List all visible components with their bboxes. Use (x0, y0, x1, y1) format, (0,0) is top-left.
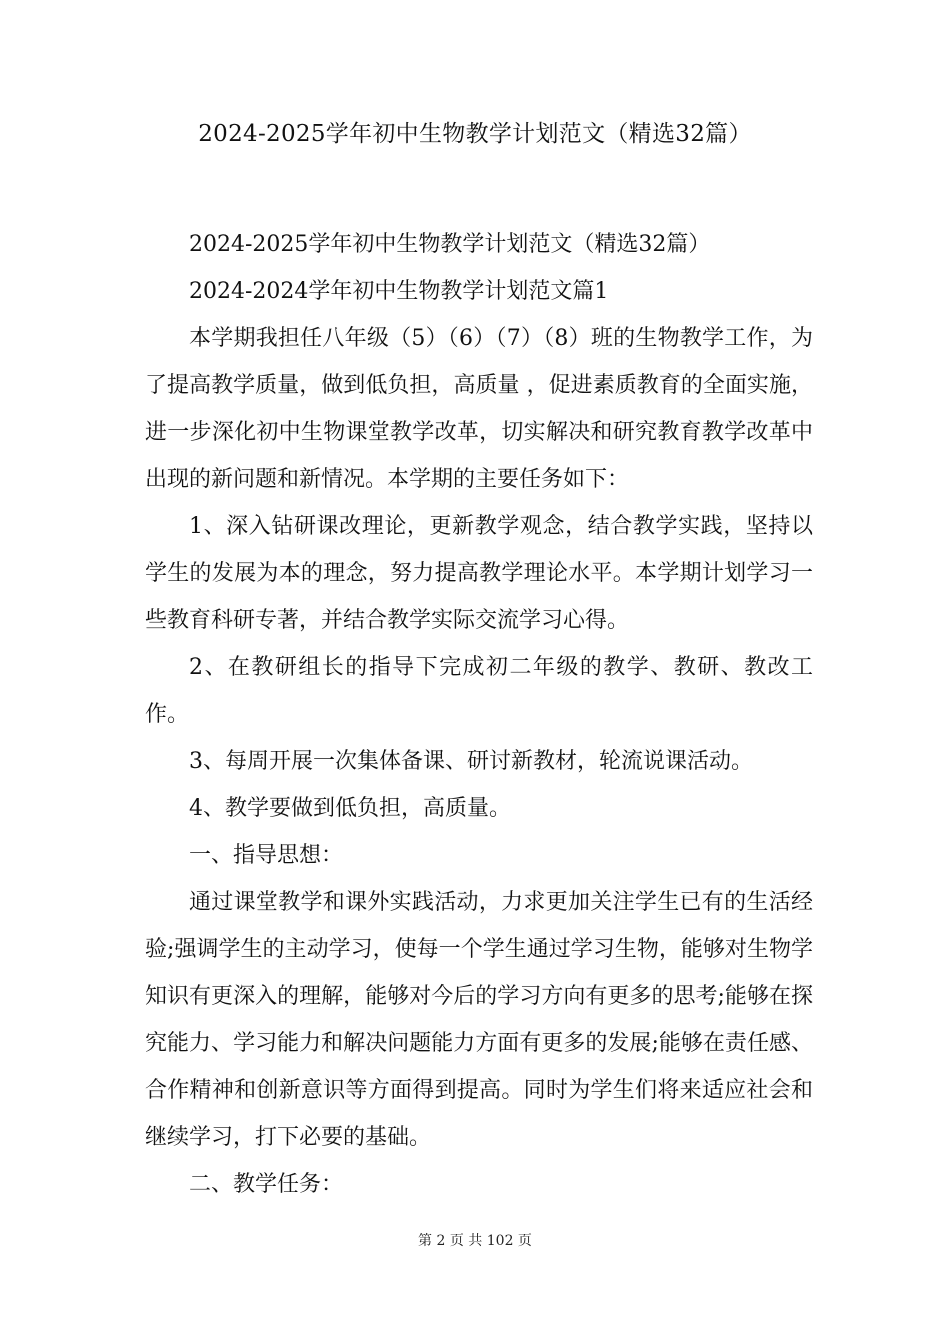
document-body (145, 221, 813, 1208)
paragraph-subtitle: 2024-2025学年初中生物教学计划范文（精选32篇） (189, 232, 711, 257)
paragraph-section-heading: 2024-2024学年初中生物教学计划范文篇1 (189, 279, 609, 304)
paragraph-intro: 本学期我担任八年级（5）（6）（7）（8）班的生物教学工作，为了提高教学质量，做到低负担，高质量 ，促进素质教育的全面实施，进一步深化初中生物课堂教学改革，切实解决和研究教育教学改革中出现的新问题和新情况。本学期的主要任务如下： (145, 326, 813, 492)
paragraph-guiding-ideology: 通过课堂教学和课外实践活动，力求更加关注学生已有的生活经验;强调学生的主动学习，使每一个学生通过学习生物，能够对生物学知识有更深入的理解，能够对今后的学习方向有更多的思考;能够在探究能力、学习能力和解决问题能力方面有更多的发展;能够在责任感、合作精神和创新意识等方面得到提高。同时为学生们将来适应社会和继续学习，打下必要的基础。 (145, 890, 813, 1150)
paragraph-item-4: 4、教学要做到低负担，高质量。 (189, 796, 511, 821)
heading-teaching-tasks: 二、教学任务： (189, 1172, 344, 1197)
heading-guiding-ideology: 一、指导思想： (189, 843, 344, 868)
paragraph-item-2: 2、在教研组长的指导下完成初二年级的教学、教研、教改工作。 (145, 655, 813, 727)
paragraph-item-3: 3、每周开展一次集体备课、研讨新教材，轮流说课活动。 (189, 749, 753, 774)
page-number-footer: 第 2 页 共 102 页 (418, 1233, 532, 1249)
paragraph-item-1: 1、深入钻研课改理论，更新教学观念，结合教学实践，坚持以学生的发展为本的理念，努力提高教学理论水平。本学期计划学习一些教育科研专著，并结合教学实际交流学习心得。 (145, 514, 813, 633)
document-title: 2024-2025学年初中生物教学计划范文（精选32篇） (198, 121, 752, 147)
